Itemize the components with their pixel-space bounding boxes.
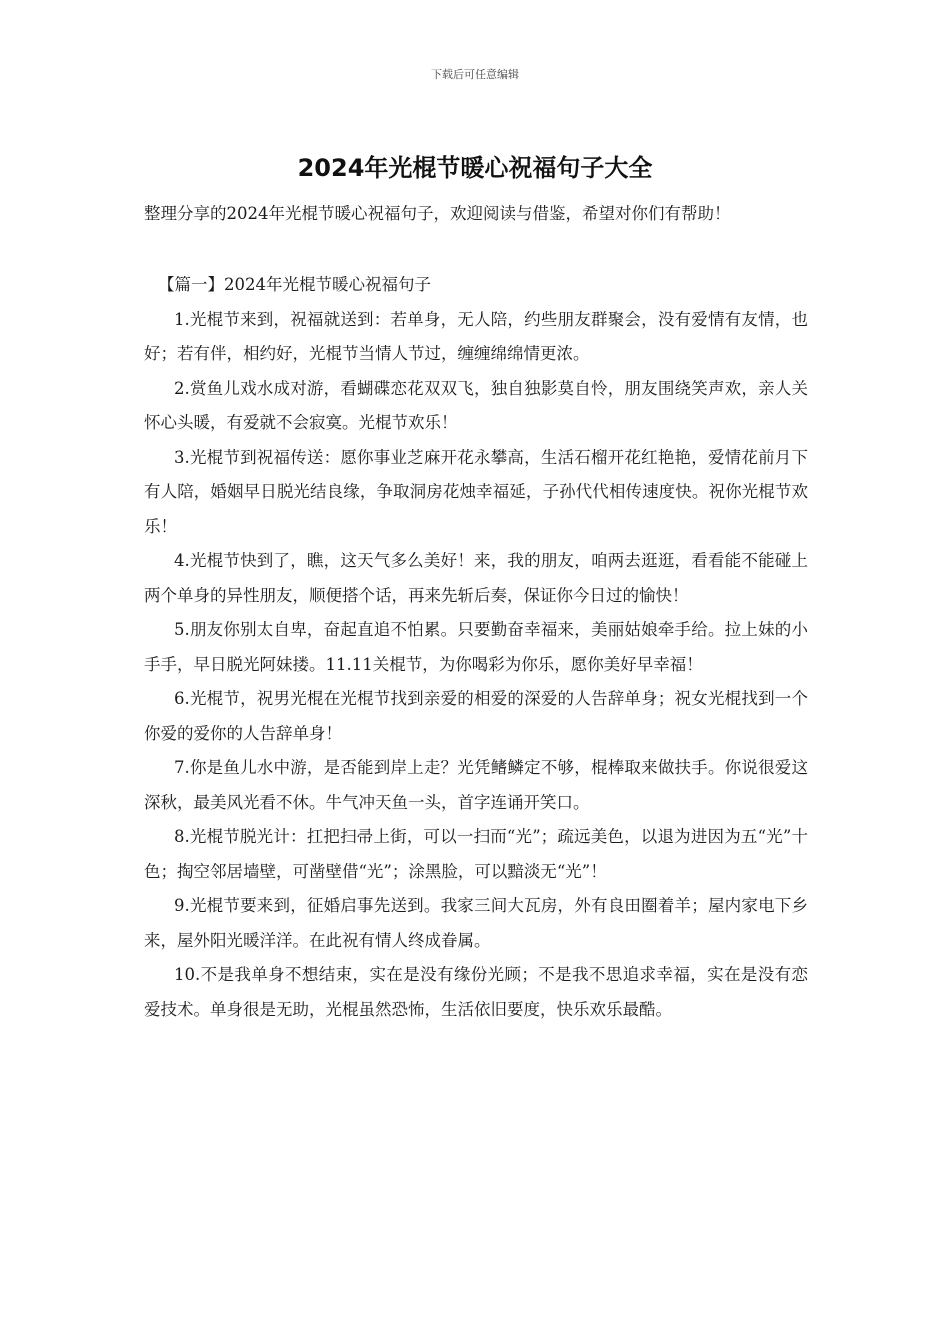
document-title: 2024年光棍节暖心祝福句子大全 [297,154,653,182]
list-item: 3.光棍节到祝福传送：愿你事业芝麻开花永攀高，生活石榴开花红艳艳，爱情花前月下有人陪，婚姻早日脱光结良缘，争取洞房花烛幸福延，子孙代代相传速度快。祝你光棍节欢乐！ [144,447,808,536]
list-item: 4.光棍节快到了，瞧，这天气多么美好！来，我的朋友，咱两去逛逛，看看能不能碰上两个单身的异性朋友，顺便搭个话，再来先斩后奏，保证你今日过的愉快！ [144,551,808,605]
list-item: 6.光棍节，祝男光棍在光棍节找到亲爱的相爱的深爱的人告辞单身；祝女光棍找到一个你爱的爱你的人告辞单身！ [144,689,808,743]
list-item: 10.不是我单身不想结束，实在是没有缘份光顾；不是我不思追求幸福，实在是没有恋爱技术。单身很是无助，光棍虽然恐怖，生活依旧要度，快乐欢乐最酷。 [144,965,808,1019]
section-heading: 【篇一】2024年光棍节暖心祝福句子 [158,275,431,294]
list-item: 2.赏鱼儿戏水成对游，看蝴碟恋花双双飞，独自独影莫自怜，朋友围绕笑声欢，亲人关怀心头暖，有爱就不会寂寞。光棍节欢乐！ [144,378,808,432]
list-item: 8.光棍节脱光计：扛把扫帚上街，可以一扫而“光”；疏远美色，以退为进因为五“光”十色；掏空邻居墙壁，可凿壁借“光”；涂黑脸，可以黯淡无“光”！ [144,827,808,881]
list-item: 7.你是鱼儿水中游，是否能到岸上走？光凭鳍鳞定不够，棍棒取来做扶手。你说很爱这深秋，最美风光看不休。牛气冲天鱼一头，首字连诵开笑口。 [144,758,808,812]
list-item: 5.朋友你别太自卑，奋起直追不怕累。只要勤奋幸福来，美丽姑娘牵手给。拉上妹的小手手，早日脱光阿妹搂。11.11关棍节，为你喝彩为你乐，愿你美好早幸福！ [144,620,808,674]
list-item: 1.光棍节来到，祝福就送到：若单身，无人陪，约些朋友群聚会，没有爱情有友情，也好；若有伴，相约好，光棍节当情人节过，缠缠绵绵情更浓。 [144,309,808,363]
list-item: 9.光棍节要来到，征婚启事先送到。我家三间大瓦房，外有良田圈着羊；屋内家电下乡来，屋外阳光暖洋洋。在此祝有情人终成眷属。 [144,896,808,950]
document-body [144,268,808,1027]
page-header-note: 下载后可任意编辑 [431,68,519,81]
intro-paragraph: 整理分享的2024年光棍节暖心祝福句子，欢迎阅读与借鉴，希望对你们有帮助！ [144,204,731,223]
